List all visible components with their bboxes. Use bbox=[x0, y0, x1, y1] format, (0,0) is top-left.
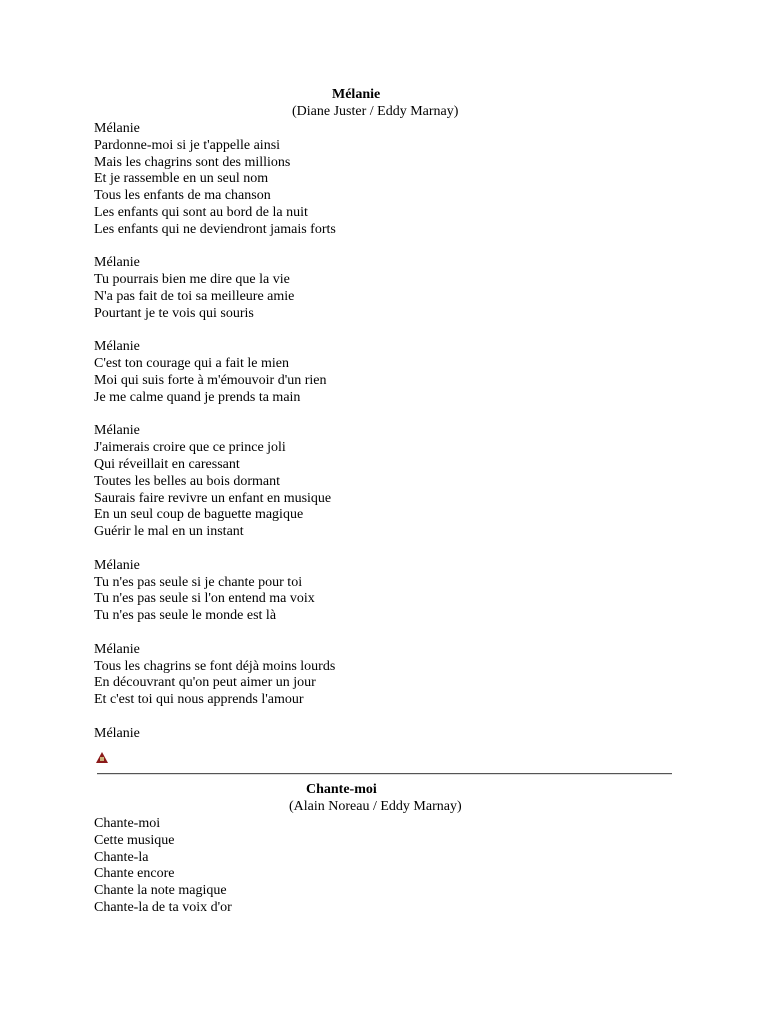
lyric-line: Pourtant je te vois qui souris bbox=[94, 305, 254, 321]
lyric-line: En découvrant qu'on peut aimer un jour bbox=[94, 675, 316, 691]
song-title: Chante-moi bbox=[306, 782, 377, 797]
lyric-line: Mélanie bbox=[94, 423, 140, 439]
song-title: Mélanie bbox=[332, 87, 381, 102]
lyric-line: J'aimerais croire que ce prince joli bbox=[94, 440, 286, 456]
lyric-line: Tu pourrais bien me dire que la vie bbox=[94, 272, 290, 288]
lyric-line: Tous les enfants de ma chanson bbox=[94, 188, 271, 204]
lyric-line: En un seul coup de baguette magique bbox=[94, 507, 304, 523]
lyric-line: Mélanie bbox=[94, 557, 140, 573]
lyric-line: Mélanie bbox=[94, 641, 140, 657]
lyric-line: Et c'est toi qui nous apprends l'amour bbox=[94, 692, 304, 708]
song-credits: (Alain Noreau / Eddy Marnay) bbox=[289, 799, 462, 814]
lyric-line: Tu n'es pas seule si l'on entend ma voix bbox=[94, 591, 315, 607]
lyric-line: C'est ton courage qui a fait le mien bbox=[94, 356, 289, 372]
lyric-line: Chante encore bbox=[94, 866, 175, 882]
lyric-line: Mélanie bbox=[94, 255, 140, 271]
lyric-line: Saurais faire revivre un enfant en musique bbox=[94, 490, 332, 506]
lyric-line: N'a pas fait de toi sa meilleure amie bbox=[94, 289, 295, 304]
lyric-line: Chante-la de ta voix d'or bbox=[94, 900, 232, 915]
lyric-line: Et je rassemble en un seul nom bbox=[94, 171, 269, 187]
lyric-line: Chante-la bbox=[94, 849, 149, 865]
lyric-line: Toutes les belles au bois dormant bbox=[94, 473, 281, 489]
lyric-line: Mélanie bbox=[94, 339, 140, 355]
lyric-line: Qui réveillait en caressant bbox=[94, 457, 240, 472]
lyric-line: Les enfants qui ne deviendront jamais forts bbox=[94, 221, 336, 237]
lyric-line: Mais les chagrins sont des millions bbox=[94, 154, 291, 170]
back-to-top-icon[interactable] bbox=[96, 752, 108, 763]
song-credits: (Diane Juster / Eddy Marnay) bbox=[292, 104, 459, 119]
section-divider bbox=[97, 773, 672, 775]
lyric-line: Pardonne-moi si je t'appelle ainsi bbox=[94, 137, 281, 153]
lyric-line: Guérir le mal en un instant bbox=[94, 524, 244, 540]
lyric-line: Chante la note magique bbox=[94, 883, 227, 899]
lyric-line: Cette musique bbox=[94, 832, 175, 848]
lyric-line: Chante-moi bbox=[94, 816, 161, 831]
lyric-line: Les enfants qui sont au bord de la nuit bbox=[94, 205, 308, 220]
lyric-line: Tu n'es pas seule si je chante pour toi bbox=[94, 574, 303, 590]
lyric-line: Je me calme quand je prends ta main bbox=[94, 389, 301, 405]
lyric-line: Tous les chagrins se font déjà moins lourds bbox=[94, 658, 336, 674]
lyric-line: Tu n'es pas seule le monde est là bbox=[94, 608, 277, 624]
lyric-line: Moi qui suis forte à m'émouvoir d'un rien bbox=[94, 373, 327, 388]
lyric-line: Mélanie bbox=[94, 725, 140, 741]
lyric-line: Mélanie bbox=[94, 121, 140, 136]
